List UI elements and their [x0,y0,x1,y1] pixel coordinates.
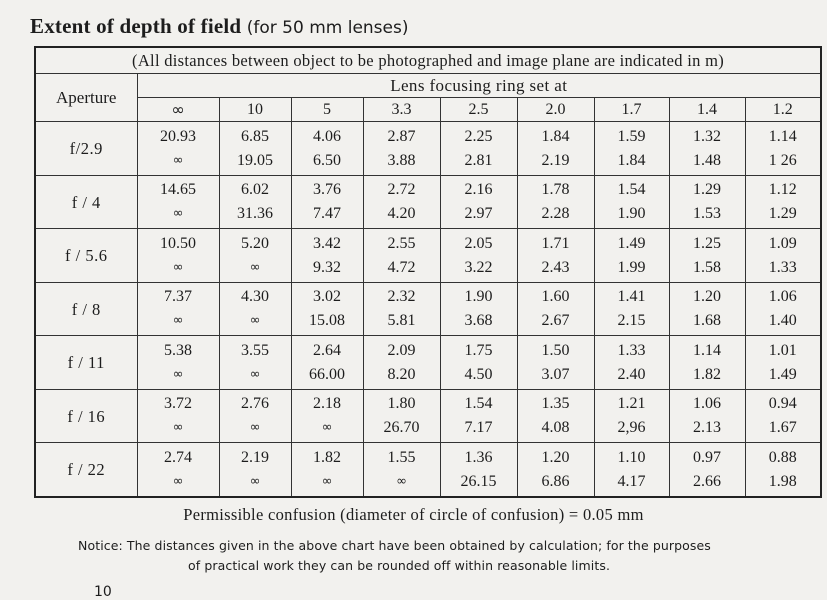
table-row [35,282,821,335]
far-limit: ∞ [172,259,184,275]
near-limit: 2.76 [241,395,269,413]
near-limit: 2.16 [464,181,493,199]
distance-header-cell: 10 [219,98,291,122]
near-limit: 6.02 [241,181,269,199]
depth-of-field-table [34,46,822,498]
aperture-header: Aperture [35,74,137,122]
table-row [35,175,821,228]
far-limit: 2,96 [617,419,646,437]
far-limit: 3.68 [464,312,493,330]
far-limit: 1.49 [768,365,797,383]
far-limit: 26.15 [460,472,497,490]
far-limit: 4.08 [541,419,570,437]
near-limit: 4.06 [313,127,341,145]
far-limit: ∞ [249,366,261,382]
near-limit: 1.55 [387,448,416,466]
dof-cell [291,389,363,442]
table-row [35,122,821,175]
aperture-cell: f / 22 [35,443,137,497]
notice [78,536,798,576]
near-limit: 1.33 [617,341,646,359]
near-limit: 1.75 [464,341,493,359]
far-limit: ∞ [172,366,184,382]
distance-header-cell: ∞ [137,98,219,122]
far-limit: 1.53 [693,205,721,223]
far-limit: 9.32 [313,258,341,276]
far-limit: 2.19 [541,151,570,169]
far-limit: ∞ [172,206,184,222]
near-limit: 1.14 [693,341,721,359]
distance-header-cell: 2.5 [440,98,517,122]
dof-cell [363,389,440,442]
dof-cell [291,229,363,282]
dof-cell [137,443,219,497]
far-limit: 1.48 [693,151,721,169]
dof-cell [291,443,363,497]
near-limit: 1.12 [768,181,797,199]
near-limit: 20.93 [160,127,196,145]
far-limit: 7.17 [464,419,493,437]
near-limit: 2.74 [164,448,192,466]
near-limit: 1.21 [617,395,646,413]
dof-cell [745,443,821,497]
near-limit: 1.80 [387,395,416,413]
far-limit: 1.98 [768,472,797,490]
dof-cell [137,175,219,228]
far-limit: ∞ [249,420,261,436]
near-limit: 1.50 [541,341,570,359]
table-row [35,443,821,497]
far-limit: ∞ [249,313,261,329]
far-limit: 1.68 [693,312,721,330]
dof-cell [440,175,517,228]
aperture-cell: f / 11 [35,336,137,389]
far-limit: 4.72 [387,258,416,276]
far-limit: 31.36 [237,205,273,223]
near-limit: 6.85 [241,127,269,145]
far-limit: 2.15 [617,312,646,330]
dof-cell [517,122,594,175]
far-limit: 1.33 [768,258,797,276]
far-limit: 1.58 [693,258,721,276]
far-limit: ∞ [172,313,184,329]
dof-cell [363,443,440,497]
dof-cell [137,389,219,442]
dof-cell [745,282,821,335]
dof-cell [440,122,517,175]
near-limit: 1.54 [464,395,493,413]
far-limit: 2.81 [464,151,493,169]
near-limit: 1.60 [541,288,570,306]
dof-cell [669,389,745,442]
near-limit: 2.55 [387,234,416,252]
aperture-cell: f / 16 [35,389,137,442]
far-limit: 5.81 [387,312,416,330]
dof-cell [440,229,517,282]
dof-cell [363,175,440,228]
dof-cell [137,229,219,282]
near-limit: 2.64 [313,341,341,359]
dof-cell [137,122,219,175]
dof-cell [291,175,363,228]
near-limit: 1.54 [617,181,646,199]
far-limit: 1.84 [617,151,646,169]
dof-cell [517,175,594,228]
aperture-cell: f / 8 [35,282,137,335]
dof-cell [594,175,669,228]
dof-cell [363,229,440,282]
near-limit: 3.72 [164,395,192,413]
far-limit: ∞ [249,259,261,275]
far-limit: 1 26 [768,151,797,169]
distance-header-cell: 2.0 [517,98,594,122]
focus-header-row [35,74,821,98]
far-limit: 15.08 [309,312,345,330]
dof-cell [440,336,517,389]
far-limit: ∞ [172,420,184,436]
near-limit: 1.35 [541,395,570,413]
far-limit: ∞ [249,473,261,489]
near-limit: 5.20 [241,234,269,252]
dof-cell [291,282,363,335]
dof-cell [219,282,291,335]
dof-cell [137,336,219,389]
far-limit: ∞ [172,473,184,489]
near-limit: 4.30 [241,288,269,306]
dof-cell [219,175,291,228]
far-limit: 8.20 [387,365,416,383]
dof-cell [745,122,821,175]
distance-header-cell: 1.4 [669,98,745,122]
near-limit: 3.02 [313,288,341,306]
far-limit: 2.66 [693,472,721,490]
dof-cell [745,175,821,228]
far-limit: 26.70 [383,419,420,437]
dof-cell [594,229,669,282]
near-limit: 2.18 [313,395,341,413]
far-limit: 2.43 [541,258,570,276]
near-limit: 1.71 [541,234,570,252]
dof-cell [363,336,440,389]
far-limit: 2.97 [464,205,493,223]
dof-cell [745,229,821,282]
near-limit: 2.19 [241,448,269,466]
dof-cell [669,282,745,335]
near-limit: 2.25 [464,127,493,145]
dof-cell [669,175,745,228]
dof-cell [363,122,440,175]
dof-cell [440,389,517,442]
units-note: (All distances between object to be photographed and image plane are indicated in m) [35,47,821,74]
far-limit: 2.67 [541,312,570,330]
near-limit: 1.25 [693,234,721,252]
near-limit: 1.06 [693,395,721,413]
units-note-row [35,47,821,74]
near-limit: 0.97 [693,448,721,466]
dof-cell [594,282,669,335]
dof-cell [291,122,363,175]
dof-cell [669,229,745,282]
page-title [30,14,408,39]
near-limit: 1.01 [768,341,797,359]
near-limit: 1.49 [617,234,646,252]
far-limit: 7.47 [313,205,341,223]
near-limit: 1.78 [541,181,570,199]
far-limit: 66.00 [309,365,345,383]
title-main: Extent of depth of field [30,14,242,38]
near-limit: 2.09 [387,341,416,359]
dof-cell [440,443,517,497]
table-row [35,229,821,282]
notice-line-2: of practical work they can be rounded off within reasonable limits. [188,558,611,573]
far-limit: 1.99 [617,258,646,276]
page-number: 10 [94,584,112,600]
far-limit: 2.28 [541,205,570,223]
dof-cell [219,336,291,389]
dof-cell [594,389,669,442]
notice-line-1: Notice: The distances given in the above chart have been obtained by calculation; for the purposes [78,538,711,553]
dof-cell [219,389,291,442]
dof-cell [363,282,440,335]
far-limit: 1.40 [768,312,797,330]
dof-cell [669,122,745,175]
near-limit: 1.09 [768,234,797,252]
near-limit: 14.65 [160,181,196,199]
near-limit: 1.20 [693,288,721,306]
far-limit: 1.82 [693,365,721,383]
dof-cell [594,336,669,389]
near-limit: 1.06 [768,288,797,306]
distance-header-cell: 3.3 [363,98,440,122]
far-limit: 4.17 [617,472,646,490]
far-limit: 6.50 [313,151,341,169]
near-limit: 1.10 [617,448,646,466]
dof-cell [517,389,594,442]
far-limit: 1.90 [617,205,646,223]
near-limit: 5.38 [164,341,192,359]
focus-ring-header: Lens focusing ring set at [137,74,821,98]
table-row [35,336,821,389]
dof-cell [594,122,669,175]
aperture-cell: f/2.9 [35,122,137,175]
far-limit: ∞ [321,420,333,436]
near-limit: 1.29 [693,181,721,199]
near-limit: 1.59 [617,127,646,145]
aperture-cell: f / 4 [35,175,137,228]
dof-cell [669,443,745,497]
near-limit: 1.84 [541,127,570,145]
dof-cell [291,336,363,389]
dof-cell [517,282,594,335]
dof-cell [594,443,669,497]
near-limit: 1.20 [541,448,570,466]
near-limit: 3.42 [313,234,341,252]
near-limit: 1.14 [768,127,797,145]
dof-cell [669,336,745,389]
distance-header-row [35,98,821,122]
aperture-cell: f / 5.6 [35,229,137,282]
far-limit: ∞ [321,473,333,489]
near-limit: 2.72 [387,181,416,199]
far-limit: 4.50 [464,365,493,383]
near-limit: 1.32 [693,127,721,145]
near-limit: 3.55 [241,341,269,359]
near-limit: 10.50 [160,234,196,252]
dof-cell [517,443,594,497]
near-limit: 1.36 [464,448,493,466]
dof-cell [745,389,821,442]
far-limit: 1.29 [768,205,797,223]
far-limit: 2.40 [617,365,646,383]
far-limit: 2.13 [693,419,721,437]
permissible-confusion: Permissible confusion (diameter of circle of confusion) = 0.05 mm [183,505,644,524]
near-limit: 1.82 [313,448,341,466]
dof-cell [517,229,594,282]
dof-cell [745,336,821,389]
table-row [35,389,821,442]
far-limit: 3.88 [387,151,416,169]
distance-header-cell: 1.2 [745,98,821,122]
distance-header-cell: 1.7 [594,98,669,122]
dof-cell [517,336,594,389]
near-limit: 2.05 [464,234,493,252]
dof-cell [219,122,291,175]
dof-cell [219,443,291,497]
dof-cell [137,282,219,335]
far-limit: 6.86 [541,472,570,490]
dof-cell [440,282,517,335]
near-limit: 0.94 [768,395,797,413]
near-limit: 7.37 [164,288,192,306]
far-limit: 1.67 [768,419,797,437]
near-limit: 2.32 [387,288,416,306]
far-limit: 4.20 [387,205,416,223]
near-limit: 1.41 [617,288,646,306]
far-limit: 3.07 [541,365,570,383]
far-limit: 3.22 [464,258,493,276]
near-limit: 2.87 [387,127,416,145]
title-subtitle: (for 50 mm lenses) [246,18,409,38]
far-limit: ∞ [396,473,407,489]
near-limit: 1.90 [464,288,493,306]
far-limit: 19.05 [237,151,273,169]
near-limit: 0.88 [768,448,797,466]
dof-cell [219,229,291,282]
distance-header-cell: 5 [291,98,363,122]
near-limit: 3.76 [313,181,341,199]
far-limit: ∞ [172,152,184,168]
